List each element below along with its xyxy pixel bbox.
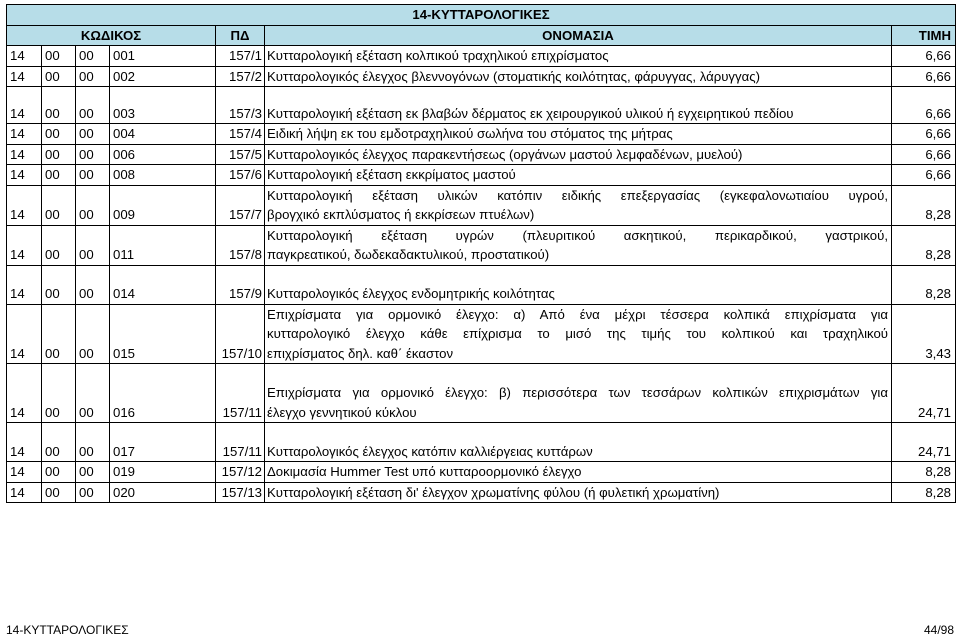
price-cell: 6,66 (892, 87, 956, 124)
code-part-3: 00 (76, 225, 110, 265)
price-cell: 8,28 (892, 185, 956, 225)
code-part-3: 00 (76, 265, 110, 304)
pd-cell: 157/13 (216, 482, 265, 503)
price-cell: 8,28 (892, 225, 956, 265)
code-part-1: 14 (7, 423, 42, 462)
code-part-1: 14 (7, 46, 42, 67)
table-row (7, 66, 956, 87)
header-price: ΤΙΜΗ (892, 25, 956, 46)
pd-cell: 157/11 (216, 423, 265, 462)
pd-cell: 157/11 (216, 364, 265, 423)
name-line: Κυτταρολογικός έλεγχος βλεννογόνων (στοματικής κοιλότητας, φάρυγγας, λάρυγγας) (267, 68, 760, 84)
code-part-4: 019 (110, 462, 216, 483)
pd-cell: 157/3 (216, 87, 265, 124)
code-part-1: 14 (7, 304, 42, 364)
price-cell: 6,66 (892, 165, 956, 186)
code-part-2: 00 (42, 482, 76, 503)
code-part-3: 00 (76, 66, 110, 87)
name-cell (265, 66, 892, 87)
name-cell (265, 165, 892, 186)
code-part-2: 00 (42, 46, 76, 67)
pd-cell: 157/1 (216, 46, 265, 67)
code-part-4: 001 (110, 46, 216, 67)
name-line: Επιχρίσματα για ορμονικό έλεγχο: α) Από ένα μέχρι τέσσερα κολπικά επιχρίσματα για (267, 306, 888, 322)
name-line: Κυτταρολογική εξέταση υγρών (πλευριτικού ασκητικού, περικαρδικού, γαστρικού, (267, 227, 888, 243)
name-line: Κυτταρολογική εξέταση υλικών κατόπιν ειδικής επεξεργασίας (εγκεφαλονωτιαίου υγρού, (267, 187, 888, 203)
code-part-3: 00 (76, 423, 110, 462)
name-line: Κυτταρολογική εξέταση κολπικού τραχηλικού επιχρίσματος (267, 48, 609, 63)
name-cell (265, 482, 892, 503)
name-cell (265, 185, 892, 225)
code-part-1: 14 (7, 482, 42, 503)
pd-cell: 157/9 (216, 265, 265, 304)
pd-cell: 157/4 (216, 124, 265, 145)
price-cell: 24,71 (892, 364, 956, 423)
name-cell (265, 364, 892, 423)
price-cell: 24,71 (892, 423, 956, 462)
code-part-2: 00 (42, 423, 76, 462)
code-part-4: 008 (110, 165, 216, 186)
name-line: Κυτταρολογική εξέταση δι' έλεγχον χρωματίνης φύλου (ή φυλετική χρωματίνη) (267, 484, 720, 500)
price-cell: 8,28 (892, 462, 956, 483)
code-part-2: 00 (42, 165, 76, 186)
code-part-2: 00 (42, 265, 76, 304)
pd-cell: 157/5 (216, 144, 265, 165)
header-name: ΟΝΟΜΑΣΙΑ (265, 25, 892, 46)
code-part-2: 00 (42, 225, 76, 265)
code-part-4: 017 (110, 423, 216, 462)
code-part-2: 00 (42, 462, 76, 483)
name-cell (265, 265, 892, 304)
code-part-4: 003 (110, 87, 216, 124)
price-cell: 6,66 (892, 46, 956, 67)
code-part-1: 14 (7, 364, 42, 423)
code-part-4: 002 (110, 66, 216, 87)
price-cell: 8,28 (892, 482, 956, 503)
code-part-3: 00 (76, 124, 110, 145)
code-part-2: 00 (42, 364, 76, 423)
code-part-3: 00 (76, 46, 110, 67)
code-part-1: 14 (7, 144, 42, 165)
name-line: Κυτταρολογική εξέταση εκ βλαβών δέρματος εκ χειρουργικού υλικού ή εγχειρητικού πεδίου (267, 105, 794, 121)
price-cell: 3,43 (892, 304, 956, 364)
name-cell (265, 423, 892, 462)
name-line: Επιχρίσματα για ορμονικό έλεγχο: β) περισσότερα των τεσσάρων κολπικών επιχρισμάτων για (267, 385, 888, 400)
code-part-3: 00 (76, 304, 110, 364)
table-row (7, 46, 956, 67)
name-line: Κυτταρολογική εξέταση εκκρίματος μαστού (267, 167, 516, 182)
code-part-3: 00 (76, 462, 110, 483)
price-list-table (6, 4, 956, 503)
price-cell: 6,66 (892, 144, 956, 165)
pd-cell: 157/8 (216, 225, 265, 265)
pd-cell: 157/10 (216, 304, 265, 364)
name-cell (265, 462, 892, 483)
code-part-3: 00 (76, 165, 110, 186)
pd-cell: 157/2 (216, 66, 265, 87)
code-part-1: 14 (7, 462, 42, 483)
code-part-2: 00 (42, 87, 76, 124)
code-part-1: 14 (7, 124, 42, 145)
code-part-4: 006 (110, 144, 216, 165)
pd-cell: 157/7 (216, 185, 265, 225)
code-part-4: 004 (110, 124, 216, 145)
code-part-2: 00 (42, 304, 76, 364)
price-cell: 6,66 (892, 124, 956, 145)
name-line: κυτταρολογικό έλεγχο κάθε επίχρισμα το μισό της τιμής του κολπικού και τραχηλικού (267, 326, 888, 341)
header-row (7, 25, 956, 46)
table-row (7, 423, 956, 462)
code-part-2: 00 (42, 144, 76, 165)
name-cell (265, 87, 892, 124)
table-row (7, 165, 956, 186)
name-cell (265, 124, 892, 145)
code-part-3: 00 (76, 144, 110, 165)
pd-cell: 157/12 (216, 462, 265, 483)
name-line: επιχρίσματος δηλ. καθ΄ έκαστον (267, 345, 454, 361)
code-part-1: 14 (7, 185, 42, 225)
table-row (7, 364, 956, 423)
code-part-4: 015 (110, 304, 216, 364)
code-part-4: 009 (110, 185, 216, 225)
code-part-1: 14 (7, 225, 42, 265)
code-part-4: 014 (110, 265, 216, 304)
code-part-4: 020 (110, 482, 216, 503)
title-row (7, 5, 956, 26)
name-cell (265, 46, 892, 67)
name-line: Δοκιμασία Hummer Test υπό κυτταροορμονικό έλεγχο (267, 464, 582, 479)
code-part-1: 14 (7, 66, 42, 87)
code-part-2: 00 (42, 185, 76, 225)
price-list-sheet (6, 4, 955, 503)
name-cell (265, 225, 892, 265)
sheet-title: 14-ΚΥΤΤΑΡΟΛΟΓΙΚΕΣ (7, 5, 956, 26)
pd-cell: 157/6 (216, 165, 265, 186)
table-row (7, 265, 956, 304)
name-line: Κυτταρολογικός έλεγχος ενδομητρικής κοιλότητας (267, 286, 555, 301)
code-part-1: 14 (7, 87, 42, 124)
table-row (7, 462, 956, 483)
code-part-3: 00 (76, 87, 110, 124)
name-line: Ειδική λήψη εκ του εμδοτραχηλικού σωλήνα του στόματος της μήτρας (267, 126, 673, 141)
code-part-2: 00 (42, 66, 76, 87)
name-line: Κυτταρολογικός έλεγχος παρακεντήσεως (οργάνων μαστού λεμφαδένων, μυελού) (267, 146, 743, 162)
table-row (7, 482, 956, 503)
code-part-3: 00 (76, 482, 110, 503)
table-row (7, 185, 956, 225)
code-part-2: 00 (42, 124, 76, 145)
code-part-1: 14 (7, 165, 42, 186)
name-line: βρογχικό εκπλύσματος ή εκκρίσεων πτυέλων) (267, 207, 535, 222)
code-part-3: 00 (76, 185, 110, 225)
table-row (7, 124, 956, 145)
name-cell (265, 144, 892, 165)
footer-sheet-name: 14-ΚΥΤΤΑΡΟΛΟΓΙΚΕΣ (6, 623, 129, 637)
code-part-4: 011 (110, 225, 216, 265)
name-line: έλεγχο γεννητικού κύκλου (267, 404, 417, 420)
code-part-3: 00 (76, 364, 110, 423)
name-line: παγκρεατικού, δωδεκαδακτυλικού, προστατικού) (267, 247, 550, 262)
table-row (7, 87, 956, 124)
code-part-4: 016 (110, 364, 216, 423)
table-row (7, 304, 956, 364)
header-code: ΚΩΔΙΚΟΣ (7, 25, 216, 46)
table-row (7, 144, 956, 165)
name-line: Κυτταρολογικός έλεγχος κατόπιν καλλιέργειας κυττάρων (267, 443, 593, 459)
name-cell (265, 304, 892, 364)
price-cell: 6,66 (892, 66, 956, 87)
price-cell: 8,28 (892, 265, 956, 304)
code-part-1: 14 (7, 265, 42, 304)
header-pd: ΠΔ (216, 25, 265, 46)
footer-page-number: 44/98 (923, 623, 954, 637)
table-row (7, 225, 956, 265)
